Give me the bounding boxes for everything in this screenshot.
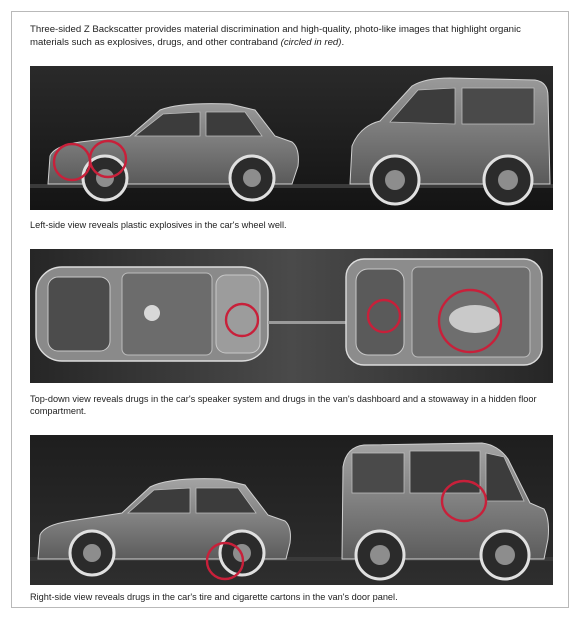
caption-left-side: Left-side view reveals plastic explosives in the car's wheel well. [30,220,287,230]
caption-right-side: Right-side view reveals drugs in the car's tire and cigarette cartons in the van's door panel. [30,592,398,602]
scan-image-top-down [30,249,553,383]
caption-top-down: Top-down view reveals drugs in the car's speaker system and drugs in the van's dashboard and a stowaway in a hidden floor compartment. [30,394,537,416]
intro-emphasis: (circled in red) [280,36,342,48]
van-top-silhouette [346,259,542,365]
intro-end: . [341,36,345,48]
scan-image-right-side [30,435,553,585]
scan-image-left-side [30,66,553,210]
car-top-silhouette [36,267,268,361]
intro-text: Three-sided Z Backscatter provides material discrimination and high-quality, photo-like images that highlight organic materials such as explosives, drugs, and other contraband [30,24,521,48]
intro-paragraph [30,24,550,49]
